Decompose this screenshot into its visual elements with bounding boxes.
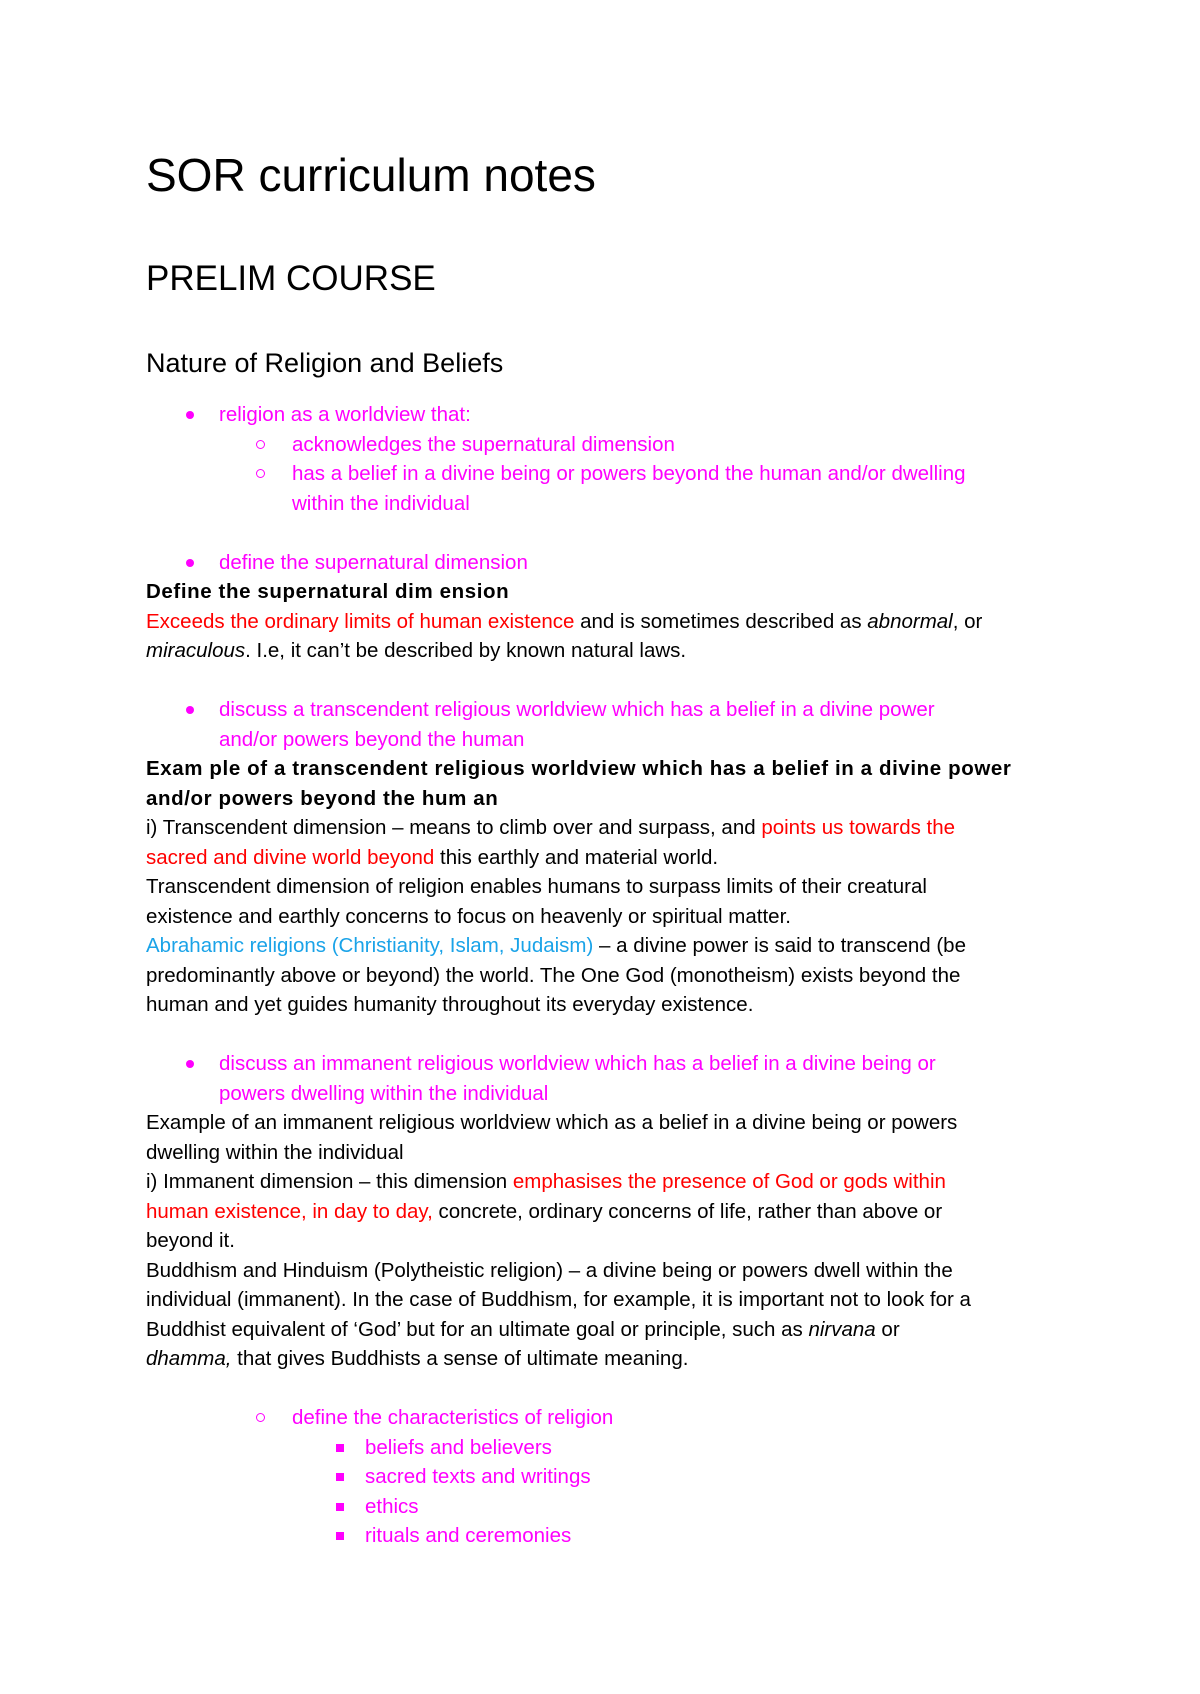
sub-sub-bullet-item: ethics — [146, 1492, 1066, 1522]
paragraph-heading: dwelling within the individual — [146, 1140, 404, 1164]
paragraph: predominantly above or beyond) the world. The One God (monotheism) exists beyond the — [146, 963, 961, 987]
bullet-continuation: and/or powers beyond the human — [219, 727, 525, 751]
document-body — [146, 400, 1066, 1551]
bullet-square-icon — [336, 1503, 344, 1511]
paragraph-heading: Exam ple of a transcendent religious worldview which has a belief in a divine power — [146, 757, 1012, 780]
paragraph: Abrahamic religions (Christianity, Islam, Judaism) – a divine power is said to transcend (be — [146, 934, 966, 957]
sub-sub-bullet-item: beliefs and believers — [146, 1433, 1066, 1463]
paragraph: Buddhism and Hinduism (Polytheistic religion) – a divine being or powers dwell within the — [146, 1258, 953, 1282]
paragraph: dhamma, that gives Buddhists a sense of ultimate meaning. — [146, 1347, 689, 1370]
document-title: SOR curriculum notes — [146, 149, 596, 201]
bullet-dot-icon — [186, 706, 194, 714]
bullet-circle-icon — [256, 440, 265, 449]
bullet-circle-icon — [256, 469, 265, 478]
paragraph: Buddhist equivalent of ‘God’ but for an ultimate goal or principle, such as nirvana or — [146, 1317, 900, 1341]
bullet-item: discuss an immanent religious worldview which has a belief in a divine being or — [146, 1049, 1066, 1079]
bullet-continuation: powers dwelling within the individual — [219, 1081, 549, 1105]
bullet-square-icon — [336, 1473, 344, 1481]
paragraph: Transcendent dimension of religion enables humans to surpass limits of their creatural — [146, 875, 927, 898]
sub-bullet-continuation: within the individual — [292, 491, 470, 515]
sub-bullet-item: has a belief in a divine being or powers beyond the human and/or dwelling — [146, 459, 1066, 489]
paragraph: human existence, in day to day, concrete, ordinary concerns of life, rather than above or — [146, 1199, 943, 1223]
bullet-square-icon — [336, 1532, 344, 1540]
bullet-circle-icon — [256, 1413, 265, 1422]
course-heading: PRELIM COURSE — [146, 259, 436, 298]
sub-sub-bullet-item: sacred texts and writings — [146, 1462, 1066, 1492]
bullet-dot-icon — [186, 1060, 194, 1068]
paragraph: human and yet guides humanity throughout its everyday existence. — [146, 993, 754, 1016]
paragraph-heading: and/or powers beyond the hum an — [146, 786, 499, 810]
paragraph: miraculous. I.e, it can’t be described by known natural laws. — [146, 639, 687, 662]
section-heading: Nature of Religion and Beliefs — [146, 348, 504, 378]
paragraph: sacred and divine world beyond this earthly and material world. — [146, 845, 719, 869]
bullet-item: religion as a worldview that: — [146, 400, 1066, 430]
bullet-dot-icon — [186, 411, 194, 419]
paragraph: individual (immanent). In the case of Buddhism, for example, it is important not to look for a — [146, 1288, 971, 1311]
paragraph: i) Immanent dimension – this dimension emphasises the presence of God or gods within — [146, 1170, 946, 1193]
paragraph-heading: Example of an immanent religious worldview which as a belief in a divine being or powers — [146, 1111, 958, 1134]
sub-bullet-item: acknowledges the supernatural dimension — [146, 430, 1066, 460]
paragraph: existence and earthly concerns to focus on heavenly or spiritual matter. — [146, 904, 791, 928]
sub-bullet-item: define the characteristics of religion — [146, 1403, 1066, 1433]
bullet-dot-icon — [186, 559, 194, 567]
paragraph: i) Transcendent dimension – means to climb over and surpass, and points us towards the — [146, 816, 956, 839]
sub-sub-bullet-item: rituals and ceremonies — [146, 1521, 1066, 1551]
bullet-square-icon — [336, 1444, 344, 1452]
paragraph: Exceeds the ordinary limits of human existence and is sometimes described as abnormal, or — [146, 609, 983, 633]
paragraph: beyond it. — [146, 1229, 235, 1252]
paragraph-heading: Define the supernatural dim ension — [146, 580, 510, 603]
bullet-item: define the supernatural dimension — [146, 548, 1066, 578]
bullet-item: discuss a transcendent religious worldview which has a belief in a divine power — [146, 695, 1066, 725]
